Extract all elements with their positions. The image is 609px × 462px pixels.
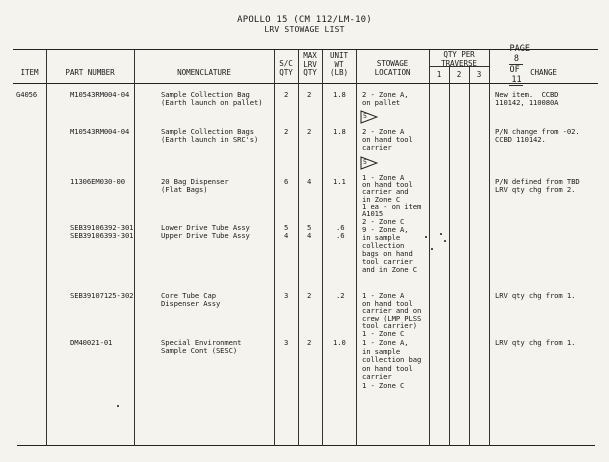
col-header-item: ITEM: [20, 68, 39, 77]
cell-sc-qty: 6: [284, 177, 289, 186]
cell-lrv-qty: 5 4: [307, 223, 312, 240]
scan-speck: [440, 233, 442, 235]
cell-lrv-qty: 2: [307, 338, 312, 347]
col-header-stowage-location: STOWAGE LOCATION: [374, 59, 411, 77]
page-indicator: [489, 34, 530, 96]
cell-sc-qty: 3: [284, 291, 289, 300]
cell-part-number: SEB39107125-302: [70, 291, 134, 300]
cell-nomenclature: Sample Collection Bag (Earth launch on pallet): [161, 90, 263, 107]
cell-change: LRV qty chg from 1.: [495, 291, 576, 300]
cell-stowage: 2 - Zone A, on pallet: [362, 90, 409, 107]
cell-part-number: DM40021-01: [70, 338, 113, 347]
cell-item: G4056: [16, 90, 38, 99]
cell-change: LRV qty chg from 1.: [495, 338, 576, 347]
revision-marker: 5: [363, 158, 367, 166]
col-header-qty-per-traverse: QTY PER TRAVERSE: [441, 50, 477, 68]
cell-lrv-qty: 2: [307, 127, 312, 136]
cell-sc-qty: 3: [284, 338, 289, 347]
cell-stowage: 1 - Zone A on hand tool carrier and in Zone C 1 ea - on item A1015: [362, 173, 422, 219]
cell-nomenclature: 20 Bag Dispenser (Flat Bags): [161, 177, 229, 194]
cell-unit-wt: 1.8: [333, 90, 346, 99]
cell-sc-qty: 2: [284, 90, 289, 99]
cell-nomenclature: Special Environment Sample Cont (SESC): [161, 338, 242, 355]
col-header-traverse-3: 3: [476, 70, 482, 79]
cell-lrv-qty: 2: [307, 291, 312, 300]
scan-speck: [425, 236, 427, 238]
page-label: PAGE: [509, 44, 530, 54]
cell-part-number: M10543RM004-04: [70, 90, 130, 99]
table-bottom-rule: [17, 445, 595, 446]
page-total: 11: [511, 75, 522, 85]
cell-lrv-qty: 4: [307, 177, 312, 186]
revision-triangle-icon: [360, 109, 378, 128]
col-rule-9: [469, 66, 470, 446]
cell-stowage: 2 - Zone A on hand tool carrier: [362, 127, 413, 152]
cell-unit-wt: 1.1: [333, 177, 346, 186]
col-header-part-number: PART NUMBER: [65, 68, 115, 77]
col-header-change: CHANGE: [530, 68, 557, 77]
cell-sc-qty: 5 4: [284, 223, 289, 240]
table-top-rule: [13, 49, 598, 50]
cell-unit-wt: 1.0: [333, 338, 346, 347]
col-header-traverse-2: 2: [456, 70, 462, 79]
col-rule-6: [356, 50, 357, 446]
cell-change: New item. CCBD 110142, 110080A: [495, 90, 559, 107]
revision-marker: 5: [363, 112, 367, 120]
scan-speck: [431, 248, 433, 250]
cell-stowage: 1 - Zone A, in sample collection bag on hand tool carrier 1 - Zone C: [362, 338, 422, 390]
page-of: OF: [509, 65, 520, 75]
scan-speck: [117, 405, 119, 407]
col-rule-10: [489, 50, 490, 446]
col-rule-1: [46, 50, 47, 446]
cell-part-number: SEB39106392-301 SEB39106393-301: [70, 223, 134, 240]
cell-sc-qty: 2: [284, 127, 289, 136]
cell-stowage: 2 - Zone C 9 - Zone A, in sample collection bags on hand tool carrier and in Zone C: [362, 217, 417, 274]
revision-triangle-icon: [360, 155, 378, 174]
table-header-rule: [13, 83, 598, 84]
col-rule-4: [298, 50, 299, 446]
page-number: 8: [509, 54, 523, 65]
cell-nomenclature: Core Tube Cap Dispenser Assy: [161, 291, 221, 308]
cell-nomenclature: Sample Collection Bags (Earth launch in SRC's): [161, 127, 259, 144]
col-header-traverse-1: 1: [436, 70, 442, 79]
cell-unit-wt: .2: [336, 291, 345, 300]
col-rule-3: [274, 50, 275, 446]
col-rule-8: [449, 66, 450, 446]
col-rule-2: [134, 50, 135, 446]
cell-part-number: M10543RM004-04: [70, 127, 130, 136]
col-rule-5: [322, 50, 323, 446]
cell-change: P/N defined from TBD LRV qty chg from 2.: [495, 177, 580, 194]
col-header-nomenclature: NOMENCLATURE: [177, 68, 231, 77]
cell-unit-wt: 1.8: [333, 127, 346, 136]
cell-part-number: 11306EM030-00: [70, 177, 125, 186]
cell-change: P/N change from -02. CCBD 110142.: [495, 127, 580, 144]
document-title: APOLLO 15 (CM 112/LM-10): [237, 15, 372, 25]
document-subtitle: LRV STOWAGE LIST: [264, 25, 345, 34]
cell-nomenclature: Lower Drive Tube Assy Upper Drive Tube Assy: [161, 223, 250, 240]
cell-stowage: 1 - Zone A on hand tool carrier and on crew (LMP PLSS tool carrier) 1 - Zone C: [362, 291, 422, 338]
col-rule-7: [429, 50, 430, 446]
col-header-max-lrv-qty: MAX LRV QTY: [303, 51, 317, 77]
col-header-unit-wt: UNIT WT (LB): [330, 51, 348, 77]
cell-unit-wt: .6 .6: [336, 223, 345, 240]
col-header-sc-qty: S/C QTY: [279, 59, 293, 77]
scan-speck: [444, 240, 446, 242]
cell-lrv-qty: 2: [307, 90, 312, 99]
